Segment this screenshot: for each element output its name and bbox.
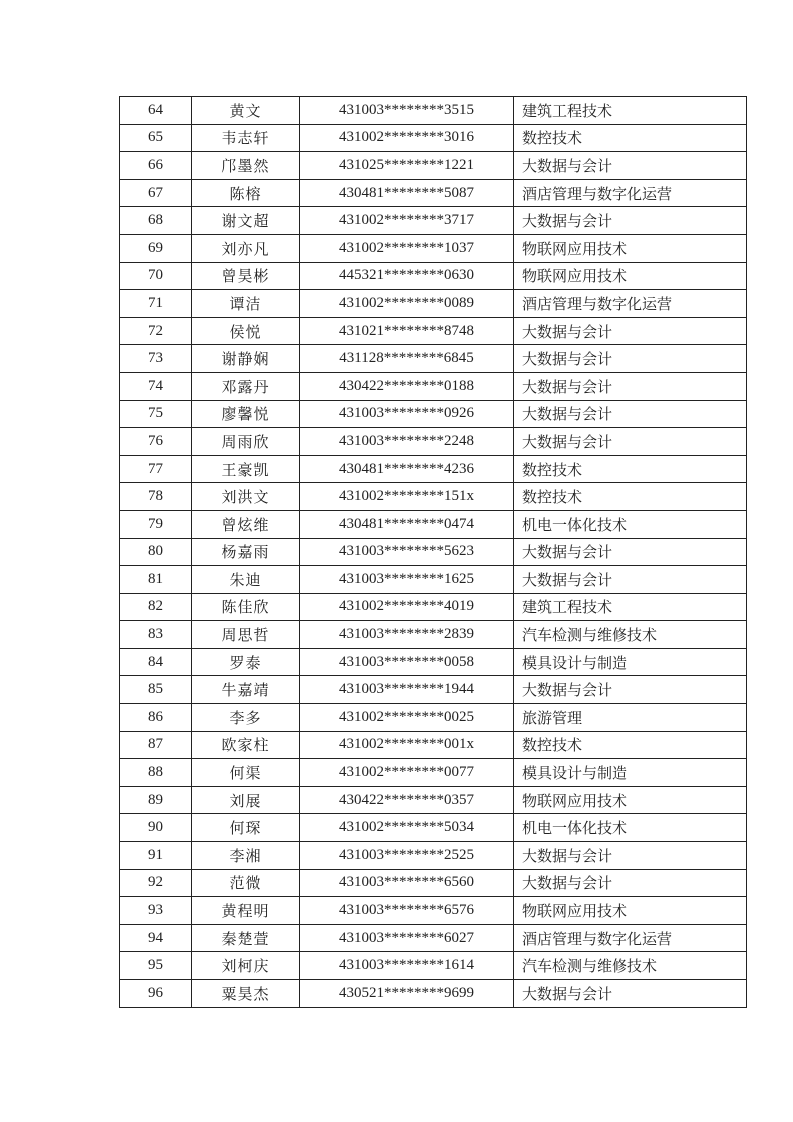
table-row [120, 455, 747, 483]
major: 大数据与会计 [514, 345, 747, 373]
id-number: 431128********6845 [300, 345, 514, 373]
student-name: 何渠 [192, 759, 300, 787]
table-row [120, 372, 747, 400]
major: 数控技术 [514, 483, 747, 511]
row-number: 72 [120, 317, 192, 345]
row-number: 85 [120, 676, 192, 704]
id-number: 431002********4019 [300, 593, 514, 621]
major: 大数据与会计 [514, 566, 747, 594]
student-name: 陈佳欣 [192, 593, 300, 621]
major: 旅游管理 [514, 704, 747, 732]
major: 汽车检测与维修技术 [514, 952, 747, 980]
row-number: 87 [120, 731, 192, 759]
id-number: 431003********1614 [300, 952, 514, 980]
row-number: 66 [120, 152, 192, 180]
student-name: 刘亦凡 [192, 234, 300, 262]
student-name: 黄文 [192, 97, 300, 125]
id-number: 430481********4236 [300, 455, 514, 483]
row-number: 78 [120, 483, 192, 511]
row-number: 81 [120, 566, 192, 594]
student-name: 谭洁 [192, 290, 300, 318]
row-number: 75 [120, 400, 192, 428]
id-number: 431003********2839 [300, 621, 514, 649]
row-number: 94 [120, 924, 192, 952]
row-number: 96 [120, 980, 192, 1008]
id-number: 431003********0926 [300, 400, 514, 428]
student-name: 范微 [192, 869, 300, 897]
student-name: 黄程明 [192, 897, 300, 925]
major: 大数据与会计 [514, 428, 747, 456]
student-name: 牛嘉靖 [192, 676, 300, 704]
student-name: 李湘 [192, 842, 300, 870]
row-number: 76 [120, 428, 192, 456]
table-row [120, 566, 747, 594]
id-number: 430422********0357 [300, 786, 514, 814]
student-name: 曾昊彬 [192, 262, 300, 290]
row-number: 80 [120, 538, 192, 566]
major: 大数据与会计 [514, 842, 747, 870]
major: 物联网应用技术 [514, 786, 747, 814]
student-name: 谢文超 [192, 207, 300, 235]
table-row [120, 538, 747, 566]
table-row [120, 179, 747, 207]
id-number: 431003********2525 [300, 842, 514, 870]
student-name: 杨嘉雨 [192, 538, 300, 566]
student-name: 周雨欣 [192, 428, 300, 456]
row-number: 67 [120, 179, 192, 207]
major: 物联网应用技术 [514, 234, 747, 262]
id-number: 431002********3016 [300, 124, 514, 152]
id-number: 431003********2248 [300, 428, 514, 456]
table-row [120, 317, 747, 345]
id-number: 431002********151x [300, 483, 514, 511]
id-number: 431003********5623 [300, 538, 514, 566]
major: 模具设计与制造 [514, 648, 747, 676]
major: 酒店管理与数字化运营 [514, 179, 747, 207]
major: 物联网应用技术 [514, 262, 747, 290]
major: 大数据与会计 [514, 980, 747, 1008]
major: 大数据与会计 [514, 317, 747, 345]
row-number: 88 [120, 759, 192, 787]
major: 大数据与会计 [514, 207, 747, 235]
student-name: 侯悦 [192, 317, 300, 345]
student-name: 王豪凯 [192, 455, 300, 483]
row-number: 92 [120, 869, 192, 897]
major: 建筑工程技术 [514, 97, 747, 125]
student-name: 李多 [192, 704, 300, 732]
id-number: 431002********001x [300, 731, 514, 759]
student-name: 朱迪 [192, 566, 300, 594]
table-row [120, 648, 747, 676]
row-number: 65 [120, 124, 192, 152]
table-row [120, 704, 747, 732]
student-name: 廖馨悦 [192, 400, 300, 428]
table-row [120, 234, 747, 262]
table-row [120, 207, 747, 235]
major: 大数据与会计 [514, 400, 747, 428]
student-name: 邓露丹 [192, 372, 300, 400]
student-name: 韦志轩 [192, 124, 300, 152]
major: 酒店管理与数字化运营 [514, 290, 747, 318]
major: 数控技术 [514, 124, 747, 152]
row-number: 73 [120, 345, 192, 373]
major: 汽车检测与维修技术 [514, 621, 747, 649]
row-number: 71 [120, 290, 192, 318]
row-number: 83 [120, 621, 192, 649]
table-row [120, 262, 747, 290]
student-name: 粟昊杰 [192, 980, 300, 1008]
table-row [120, 483, 747, 511]
major: 数控技术 [514, 455, 747, 483]
table-row [120, 152, 747, 180]
table-row [120, 759, 747, 787]
table-row [120, 428, 747, 456]
id-number: 431003********3515 [300, 97, 514, 125]
table-row [120, 842, 747, 870]
id-number: 430481********0474 [300, 510, 514, 538]
table-row [120, 952, 747, 980]
student-name: 邝墨然 [192, 152, 300, 180]
major: 机电一体化技术 [514, 814, 747, 842]
student-name: 谢静娴 [192, 345, 300, 373]
id-number: 431003********1625 [300, 566, 514, 594]
major: 大数据与会计 [514, 869, 747, 897]
row-number: 69 [120, 234, 192, 262]
table-row [120, 869, 747, 897]
row-number: 64 [120, 97, 192, 125]
id-number: 445321********0630 [300, 262, 514, 290]
student-name: 欧家柱 [192, 731, 300, 759]
id-number: 431003********6027 [300, 924, 514, 952]
table-row [120, 786, 747, 814]
table-body [120, 97, 747, 1008]
id-number: 431003********0058 [300, 648, 514, 676]
major: 物联网应用技术 [514, 897, 747, 925]
table-row [120, 980, 747, 1008]
row-number: 82 [120, 593, 192, 621]
student-name: 秦楚萱 [192, 924, 300, 952]
table-row [120, 593, 747, 621]
table-row [120, 510, 747, 538]
student-name: 曾炫维 [192, 510, 300, 538]
row-number: 86 [120, 704, 192, 732]
table-row [120, 924, 747, 952]
id-number: 430422********0188 [300, 372, 514, 400]
row-number: 95 [120, 952, 192, 980]
table-row [120, 814, 747, 842]
major: 大数据与会计 [514, 676, 747, 704]
id-number: 431002********0025 [300, 704, 514, 732]
student-name: 刘柯庆 [192, 952, 300, 980]
major: 数控技术 [514, 731, 747, 759]
major: 模具设计与制造 [514, 759, 747, 787]
row-number: 70 [120, 262, 192, 290]
row-number: 93 [120, 897, 192, 925]
table-row [120, 731, 747, 759]
student-name: 何琛 [192, 814, 300, 842]
row-number: 68 [120, 207, 192, 235]
student-name: 周思哲 [192, 621, 300, 649]
id-number: 431003********1944 [300, 676, 514, 704]
id-number: 431002********0077 [300, 759, 514, 787]
table-row [120, 676, 747, 704]
table-row [120, 97, 747, 125]
student-name: 刘洪文 [192, 483, 300, 511]
row-number: 79 [120, 510, 192, 538]
major: 大数据与会计 [514, 538, 747, 566]
major: 大数据与会计 [514, 372, 747, 400]
row-number: 91 [120, 842, 192, 870]
major: 建筑工程技术 [514, 593, 747, 621]
id-number: 430521********9699 [300, 980, 514, 1008]
row-number: 90 [120, 814, 192, 842]
id-number: 431025********1221 [300, 152, 514, 180]
table-row [120, 345, 747, 373]
student-table [119, 96, 747, 1008]
major: 机电一体化技术 [514, 510, 747, 538]
row-number: 74 [120, 372, 192, 400]
id-number: 431002********5034 [300, 814, 514, 842]
row-number: 84 [120, 648, 192, 676]
id-number: 431002********1037 [300, 234, 514, 262]
table-row [120, 897, 747, 925]
student-name: 刘展 [192, 786, 300, 814]
student-name: 陈榕 [192, 179, 300, 207]
table-row [120, 124, 747, 152]
id-number: 431002********0089 [300, 290, 514, 318]
id-number: 431003********6576 [300, 897, 514, 925]
id-number: 431003********6560 [300, 869, 514, 897]
student-name: 罗泰 [192, 648, 300, 676]
major: 酒店管理与数字化运营 [514, 924, 747, 952]
table-row [120, 290, 747, 318]
row-number: 77 [120, 455, 192, 483]
id-number: 431002********3717 [300, 207, 514, 235]
table-row [120, 621, 747, 649]
row-number: 89 [120, 786, 192, 814]
id-number: 431021********8748 [300, 317, 514, 345]
id-number: 430481********5087 [300, 179, 514, 207]
major: 大数据与会计 [514, 152, 747, 180]
table-row [120, 400, 747, 428]
